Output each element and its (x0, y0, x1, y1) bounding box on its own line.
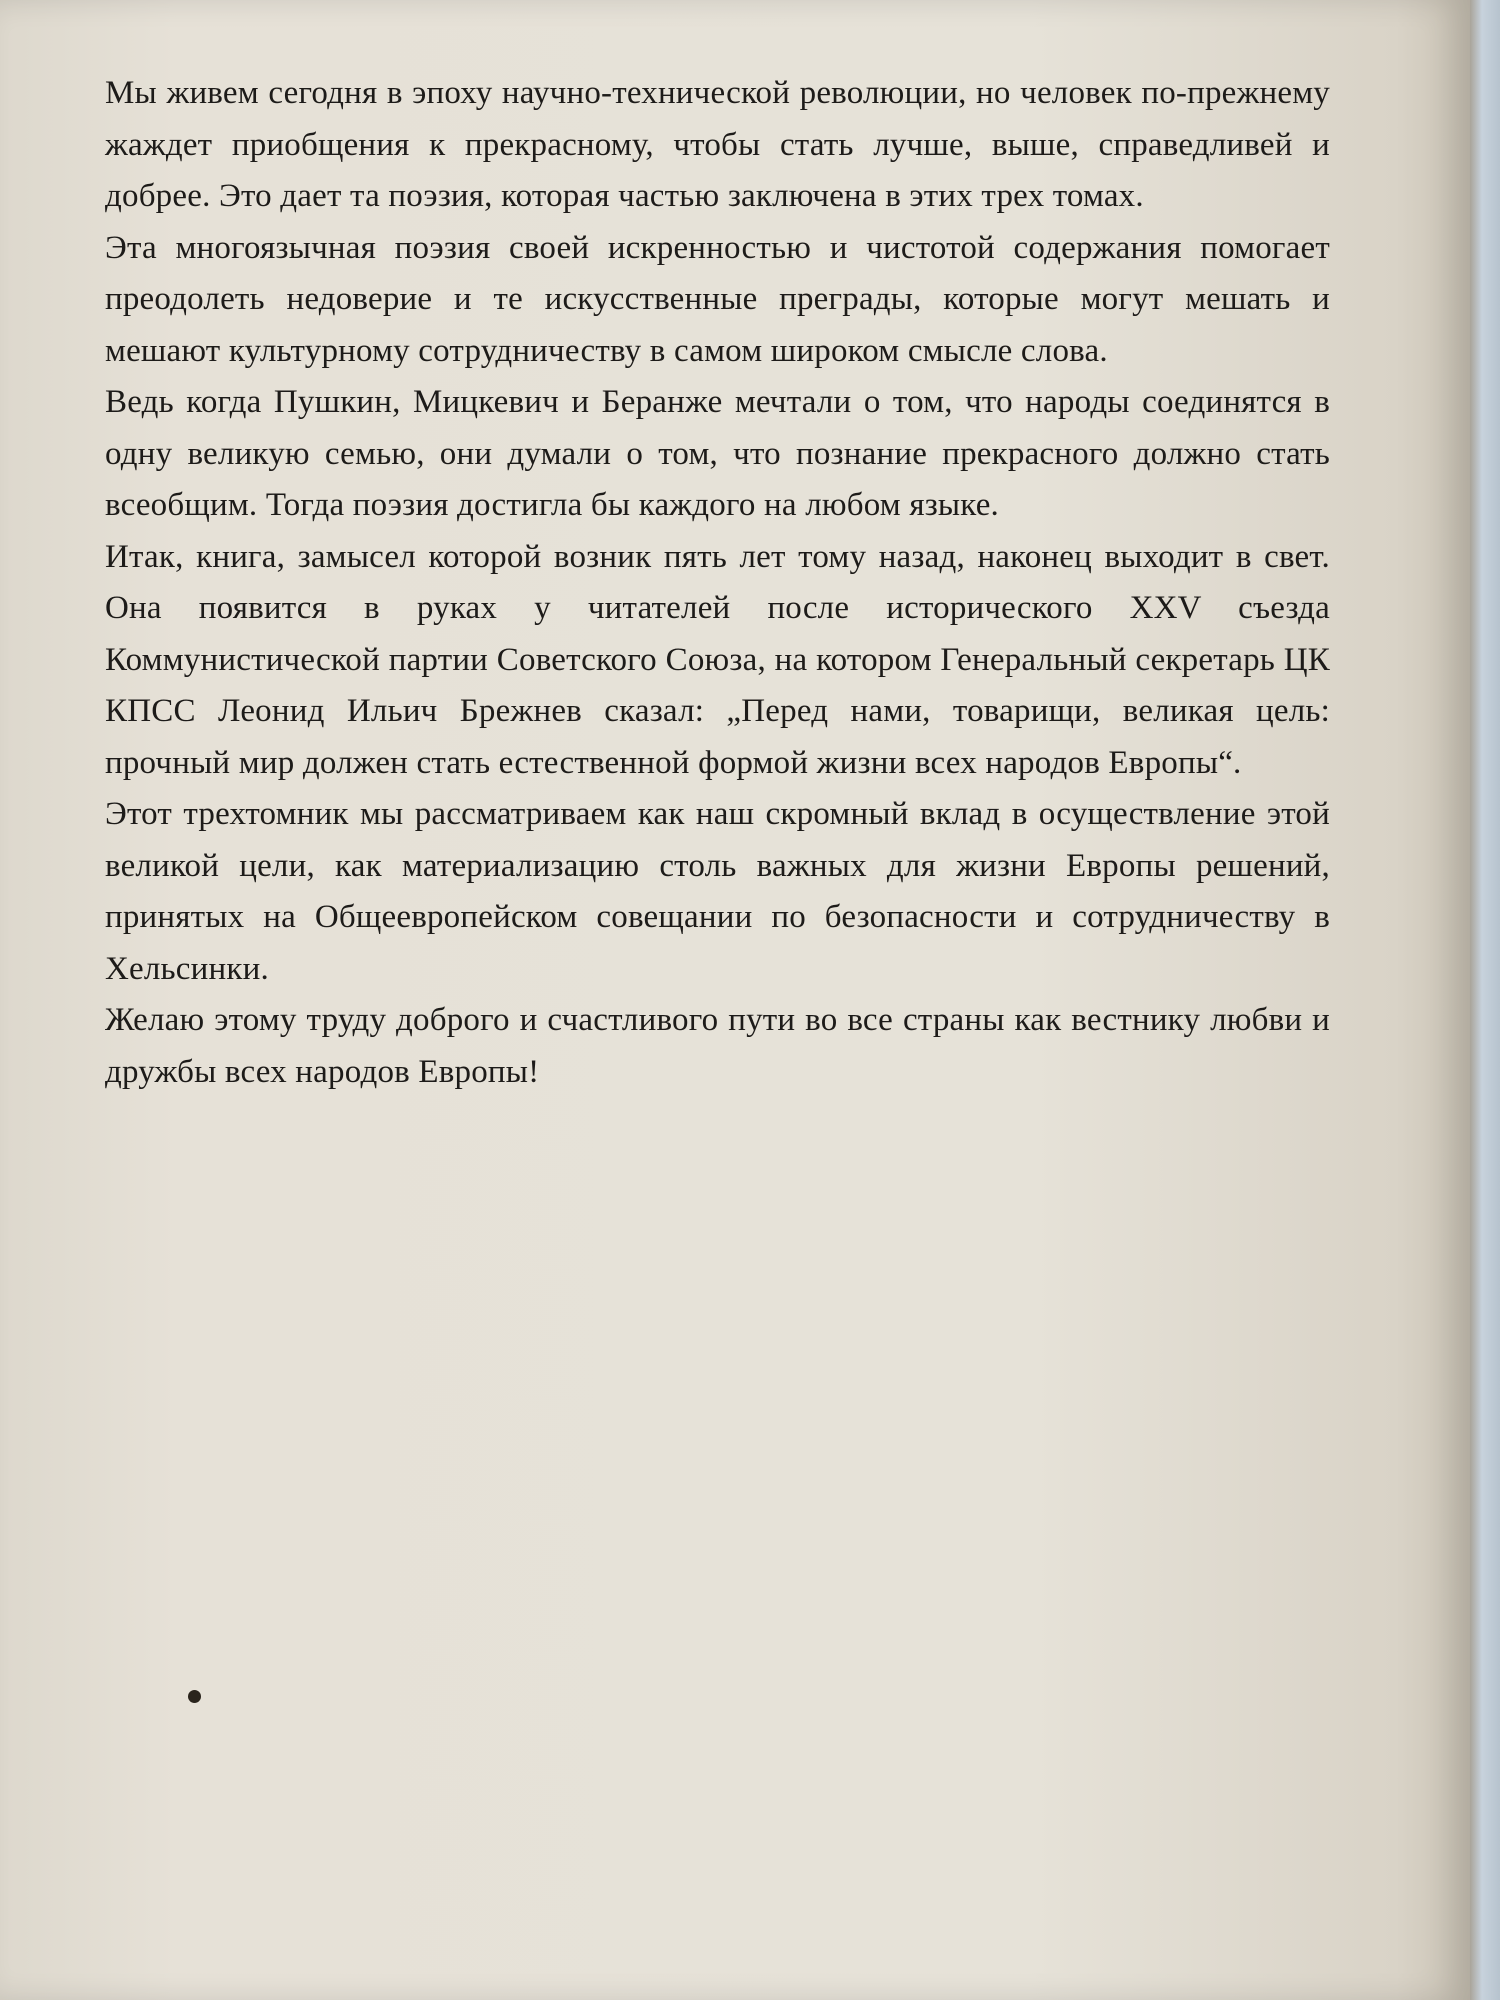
paragraph-5: Этот трехтомник мы рассматриваем как наш скромный вклад в осуществление этой великой цели, как материализацию столь важных для жизни Европы решений, принятых на Общеевропейском совещании по безопасности и сотрудничеству в Хельсинки. (105, 796, 1330, 987)
paragraph-6: Желаю этому труду доброго и счастливого пути во все страны как вестнику любви и дружбы всех народов Европы! (105, 1002, 1330, 1090)
page-edge (1470, 0, 1500, 2000)
paragraph-4: Итак, книга, замысел которой возник пять лет тому назад, наконец выходит в свет. Она появится в руках у читателей после исторического XXV съезда Коммунистической партии Советского Союза, на котором Генеральный секретарь ЦК КПСС Леонид Ильич Брежнев сказал: „Перед нами, товарищи, великая цель: прочный мир должен стать естественной формой жизни всех народов Европы“. (105, 538, 1330, 781)
paragraph-1: Мы живем сегодня в эпоху научно-технической революции, но человек по-прежнему жаждет приобщения к прекрасному, чтобы стать лучше, выше, справедливей и добрее. Это дает та поэзия, которая частью заключена в этих трех томах. (105, 75, 1330, 214)
paragraph-2: Эта многоязычная поэзия своей искренностью и чистотой содержания помогает преодолеть недоверие и те искусственные преграды, которые могут мешать и мешают культурному сотрудничеству в самом широком смысле слова. (105, 229, 1330, 369)
paragraph-3: Ведь когда Пушкин, Мицкевич и Беранже мечтали о том, что народы соединятся в одну великую семью, они думали о том, что познание прекрасного должно стать всеобщим. Тогда поэзия достигла бы каждого на любом языке. (105, 384, 1330, 523)
ink-spot (188, 1690, 201, 1703)
page-text (105, 68, 1330, 1098)
